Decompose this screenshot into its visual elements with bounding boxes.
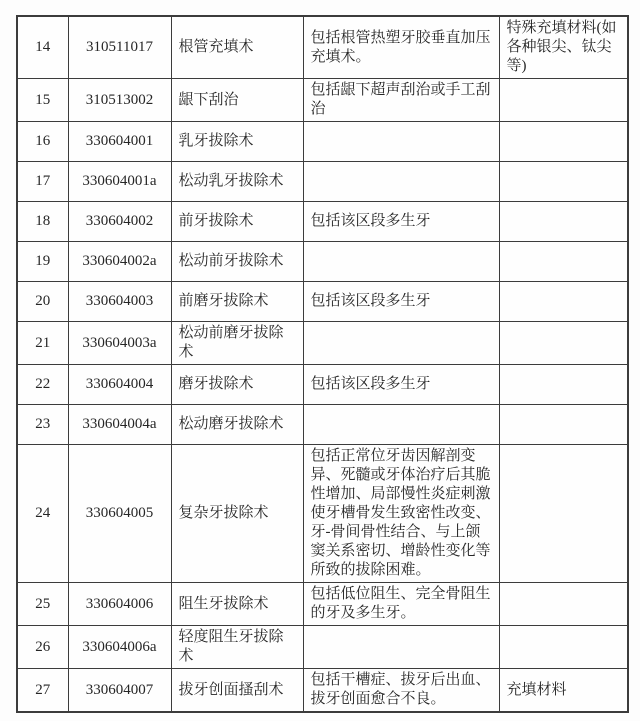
procedure-name: 复杂牙拔除术	[171, 445, 303, 583]
procedure-description	[303, 626, 499, 669]
row-number: 15	[17, 79, 68, 122]
row-number: 21	[17, 322, 68, 365]
row-number: 20	[17, 282, 68, 322]
procedure-exclusion	[499, 626, 628, 669]
table-row	[17, 79, 628, 122]
procedure-code: 330604001a	[68, 162, 171, 202]
procedure-exclusion	[499, 162, 628, 202]
procedure-name: 乳牙拔除术	[171, 122, 303, 162]
procedure-exclusion	[499, 202, 628, 242]
procedure-exclusion	[499, 365, 628, 405]
procedure-name: 拔牙创面搔刮术	[171, 669, 303, 713]
table-row	[17, 322, 628, 365]
procedure-code: 330604001	[68, 122, 171, 162]
procedure-description: 包括该区段多生牙	[303, 202, 499, 242]
procedure-code: 330604002a	[68, 242, 171, 282]
procedure-description	[303, 322, 499, 365]
procedure-code: 310513002	[68, 79, 171, 122]
procedure-exclusion	[499, 122, 628, 162]
row-number: 26	[17, 626, 68, 669]
procedure-exclusion	[499, 242, 628, 282]
table-row	[17, 202, 628, 242]
procedure-name: 前牙拔除术	[171, 202, 303, 242]
row-number: 24	[17, 445, 68, 583]
procedure-code: 330604006a	[68, 626, 171, 669]
procedure-exclusion	[499, 79, 628, 122]
procedure-name: 阻生牙拔除术	[171, 583, 303, 626]
procedure-name: 松动乳牙拔除术	[171, 162, 303, 202]
procedure-name: 根管充填术	[171, 16, 303, 79]
procedure-description: 包括低位阻生、完全骨阻生的牙及多生牙。	[303, 583, 499, 626]
procedure-code: 330604007	[68, 669, 171, 713]
table-row	[17, 282, 628, 322]
procedure-exclusion	[499, 445, 628, 583]
procedure-name: 龈下刮治	[171, 79, 303, 122]
procedure-code: 330604002	[68, 202, 171, 242]
procedure-exclusion: 充填材料	[499, 669, 628, 713]
procedure-exclusion	[499, 405, 628, 445]
procedure-code: 330604005	[68, 445, 171, 583]
procedure-name: 松动磨牙拔除术	[171, 405, 303, 445]
row-number: 18	[17, 202, 68, 242]
row-number: 14	[17, 16, 68, 79]
procedure-name: 前磨牙拔除术	[171, 282, 303, 322]
table-row	[17, 626, 628, 669]
procedure-code: 330604006	[68, 583, 171, 626]
row-number: 27	[17, 669, 68, 713]
procedure-exclusion	[499, 282, 628, 322]
procedure-name: 轻度阻生牙拔除术	[171, 626, 303, 669]
procedure-description: 包括该区段多生牙	[303, 365, 499, 405]
procedure-code: 310511017	[68, 16, 171, 79]
table-row	[17, 583, 628, 626]
table-row	[17, 242, 628, 282]
procedure-description	[303, 242, 499, 282]
procedure-name: 松动前牙拔除术	[171, 242, 303, 282]
procedure-table	[16, 15, 629, 713]
table-row	[17, 405, 628, 445]
table-row	[17, 16, 628, 79]
procedure-description: 包括干槽症、拔牙后出血、拔牙创面愈合不良。	[303, 669, 499, 713]
procedure-code: 330604003a	[68, 322, 171, 365]
table-row	[17, 445, 628, 583]
row-number: 16	[17, 122, 68, 162]
row-number: 25	[17, 583, 68, 626]
table-row	[17, 669, 628, 713]
row-number: 22	[17, 365, 68, 405]
procedure-description	[303, 122, 499, 162]
procedure-name: 松动前磨牙拔除术	[171, 322, 303, 365]
procedure-description: 包括该区段多生牙	[303, 282, 499, 322]
table-body	[17, 16, 628, 712]
procedure-name: 磨牙拔除术	[171, 365, 303, 405]
procedure-description	[303, 405, 499, 445]
row-number: 17	[17, 162, 68, 202]
table-row	[17, 365, 628, 405]
procedure-exclusion: 特殊充填材料(如各种银尖、钛尖等)	[499, 16, 628, 79]
procedure-code: 330604003	[68, 282, 171, 322]
row-number: 19	[17, 242, 68, 282]
procedure-description	[303, 162, 499, 202]
procedure-code: 330604004a	[68, 405, 171, 445]
procedure-description: 包括龈下超声刮治或手工刮治	[303, 79, 499, 122]
procedure-code: 330604004	[68, 365, 171, 405]
table-row	[17, 122, 628, 162]
table-row	[17, 162, 628, 202]
procedure-description: 包括根管热塑牙胶垂直加压充填术。	[303, 16, 499, 79]
procedure-exclusion	[499, 583, 628, 626]
procedure-exclusion	[499, 322, 628, 365]
row-number: 23	[17, 405, 68, 445]
procedure-description: 包括正常位牙齿因解剖变异、死髓或牙体治疗后其脆性增加、局部慢性炎症刺激使牙槽骨发生致密性改变、牙-骨间骨性结合、与上颌窦关系密切、增龄性变化等所致的拔除困难。	[303, 445, 499, 583]
